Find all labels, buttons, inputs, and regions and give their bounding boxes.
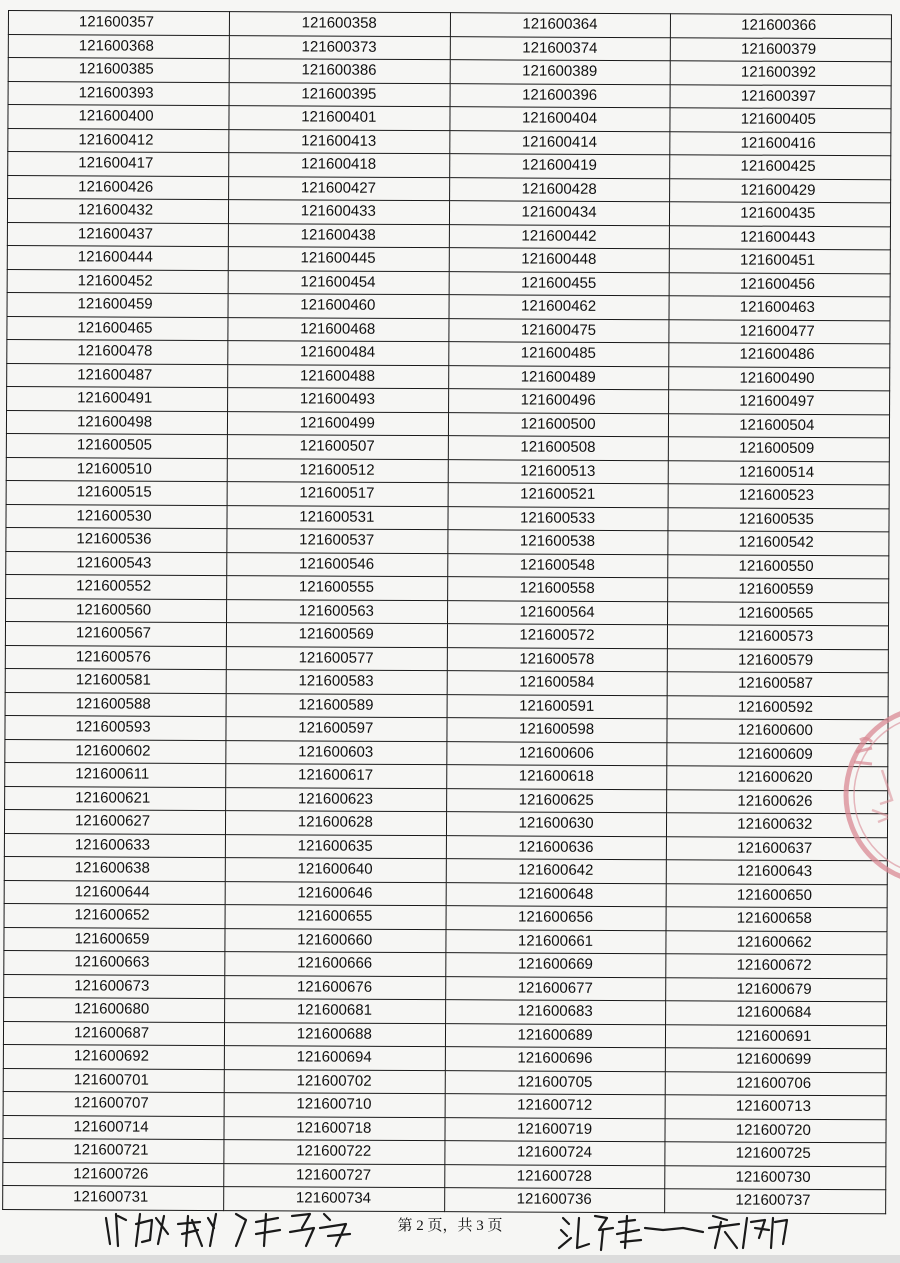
table-cell: 121600606 [446,741,667,766]
table-cell: 121600569 [226,623,447,648]
table-cell: 121600475 [448,318,669,343]
table-cell: 121600710 [224,1093,445,1118]
table-cell: 121600577 [226,646,447,671]
table-cell: 121600696 [445,1047,666,1072]
table-cell: 121600603 [226,740,447,765]
table-cell: 121600591 [447,694,668,719]
table-cell: 121600663 [4,950,225,975]
table-cell: 121600508 [448,436,669,461]
table-cell: 121600559 [668,578,889,603]
table-cell: 121600486 [669,343,890,368]
table-cell: 121600673 [4,974,225,999]
table-cell: 121600550 [668,554,889,579]
table-cell: 121600593 [5,715,226,740]
table-cell: 121600442 [449,224,670,249]
table-cell: 121600563 [226,599,447,624]
table-cell: 121600438 [228,223,449,248]
table-cell: 121600731 [3,1185,224,1210]
table-cell: 121600498 [6,410,227,435]
table-cell: 121600701 [3,1068,224,1093]
table-cell: 121600660 [225,928,446,953]
table-cell: 121600538 [447,530,668,555]
official-seal-stamp [842,700,900,890]
table-cell: 121600427 [228,176,449,201]
table-cell: 121600364 [450,13,671,38]
table-cell: 121600644 [4,880,225,905]
table-cell: 121600718 [224,1116,445,1141]
table-cell: 121600661 [445,929,666,954]
table-cell: 121600433 [228,200,449,225]
table-cell: 121600689 [445,1023,666,1048]
table-cell: 121600646 [225,881,446,906]
table-cell: 121600699 [666,1048,887,1073]
table-cell: 121600720 [665,1118,886,1143]
table-cell: 121600507 [227,435,448,460]
table-cell: 121600736 [444,1188,665,1213]
table-cell: 121600658 [666,907,887,932]
table-cell: 121600412 [8,128,229,153]
table-cell: 121600655 [225,905,446,930]
table-cell: 121600726 [3,1162,224,1187]
table-cell: 121600523 [668,484,889,509]
table-cell: 121600489 [448,365,669,390]
table-cell: 121600728 [444,1164,665,1189]
table-cell: 121600459 [7,292,228,317]
table-cell: 121600530 [6,504,227,529]
table-cell: 121600578 [447,647,668,672]
table-cell: 121600583 [226,670,447,695]
table-cell: 121600650 [666,883,887,908]
table-cell: 121600477 [669,319,890,344]
table-cell: 121600648 [446,882,667,907]
table-cell: 121600706 [665,1071,886,1096]
table-cell: 121600445 [228,247,449,272]
table-cell: 121600490 [669,366,890,391]
table-cell: 121600448 [449,248,670,273]
table-cell: 121600681 [224,999,445,1024]
table-cell: 121600555 [226,576,447,601]
table-cell: 121600496 [448,389,669,414]
table-cell: 121600537 [227,529,448,554]
table-cell: 121600374 [450,36,671,61]
table-cell: 121600589 [226,693,447,718]
table-cell: 121600437 [7,222,228,247]
table-cell: 121600638 [4,856,225,881]
table-cell: 121600572 [447,624,668,649]
table-cell: 121600366 [671,14,892,39]
table-cell: 121600548 [447,553,668,578]
table-cell: 121600392 [670,61,891,86]
table-cell: 121600451 [669,249,890,274]
table-cell: 121600567 [5,621,226,646]
table-cell: 121600395 [229,82,450,107]
table-cell: 121600719 [444,1117,665,1142]
table-cell: 121600672 [666,954,887,979]
table-cell: 121600602 [5,739,226,764]
table-cell: 121600713 [665,1095,886,1120]
table-cell: 121600414 [449,130,670,155]
table-cell: 121600379 [671,37,892,62]
table-cell: 121600617 [225,764,446,789]
table-cell: 121600478 [7,339,228,364]
table-cell: 121600659 [4,927,225,952]
table-cell: 121600429 [670,178,891,203]
table-cell: 121600389 [450,60,671,85]
table-cell: 121600564 [447,600,668,625]
table-cell: 121600531 [227,505,448,530]
table-cell: 121600626 [667,789,888,814]
table-cell: 121600435 [670,202,891,227]
table-cell: 121600512 [227,458,448,483]
table-cell: 121600485 [448,342,669,367]
table-cell: 121600499 [227,411,448,436]
table-cell: 121600488 [227,364,448,389]
table-cell: 121600707 [3,1091,224,1116]
table-cell: 121600620 [667,766,888,791]
table-cell: 121600587 [667,672,888,697]
table-cell: 121600579 [668,648,889,673]
table-cell: 121600533 [447,506,668,531]
table-cell: 121600625 [446,788,667,813]
table-cell: 121600455 [449,271,670,296]
table-cell: 121600662 [666,930,887,955]
table-cell: 121600517 [227,482,448,507]
table-cell: 121600487 [7,363,228,388]
table-cell: 121600677 [445,976,666,1001]
table-cell: 121600721 [3,1138,224,1163]
table-cell: 121600687 [3,1021,224,1046]
table-cell: 121600404 [449,107,670,132]
table-cell: 121600558 [447,577,668,602]
table-cell: 121600504 [669,413,890,438]
table-cell: 121600691 [666,1024,887,1049]
table-cell: 121600630 [446,812,667,837]
table-cell: 121600497 [669,390,890,415]
table-cell: 121600434 [449,201,670,226]
signature-right [555,1208,795,1256]
table-cell: 121600405 [670,108,891,133]
table-cell: 121600683 [445,1000,666,1025]
table-cell: 121600456 [669,272,890,297]
table-cell: 121600679 [666,977,887,1002]
table-cell: 121600543 [6,551,227,576]
table-cell: 121600552 [6,574,227,599]
table-cell: 121600468 [228,317,449,342]
table-cell: 121600400 [8,105,229,130]
table-body [3,11,892,1214]
table-cell: 121600676 [224,975,445,1000]
table-cell: 121600358 [229,12,450,37]
table-cell: 121600509 [669,437,890,462]
table-cell: 121600730 [665,1165,886,1190]
table-cell: 121600584 [447,671,668,696]
table-cell: 121600373 [229,35,450,60]
table-cell: 121600493 [227,388,448,413]
table-cell: 121600643 [666,860,887,885]
table-cell: 121600462 [448,295,669,320]
table-cell: 121600637 [667,836,888,861]
table-cell: 121600632 [667,813,888,838]
table-cell: 121600542 [668,531,889,556]
id-number-table [2,10,892,1214]
table-cell: 121600428 [449,177,670,202]
table-cell: 121600600 [667,719,888,744]
table-cell: 121600640 [225,858,446,883]
table-cell: 121600368 [8,34,229,59]
table-cell: 121600635 [225,834,446,859]
table-cell: 121600669 [445,953,666,978]
table-cell: 121600491 [7,386,228,411]
table-cell: 121600592 [667,695,888,720]
table-cell: 121600413 [229,129,450,154]
table-cell: 121600500 [448,412,669,437]
table-cell: 121600597 [226,717,447,742]
table-cell: 121600535 [668,507,889,532]
table-cell: 121600452 [7,269,228,294]
table-cell: 121600722 [224,1140,445,1165]
table-cell: 121600714 [3,1115,224,1140]
scan-bottom-edge [0,1255,900,1263]
table-cell: 121600581 [5,668,226,693]
table-cell: 121600513 [448,459,669,484]
table-cell: 121600510 [6,457,227,482]
table-cell: 121600443 [670,225,891,250]
table-cell: 121600611 [5,762,226,787]
table-cell: 121600636 [446,835,667,860]
page-number: 第 2 页，共 3 页 [397,1218,503,1234]
table-cell: 121600454 [228,270,449,295]
table-cell: 121600737 [665,1189,886,1214]
table-cell: 121600536 [6,527,227,552]
table-cell: 121600386 [229,59,450,84]
table-cell: 121600618 [446,765,667,790]
table-cell: 121600688 [224,1022,445,1047]
table-cell: 121600576 [5,645,226,670]
table-cell: 121600680 [4,997,225,1022]
table-cell: 121600565 [668,601,889,626]
table-cell: 121600734 [223,1187,444,1212]
table-cell: 121600401 [229,106,450,131]
table-cell: 121600416 [670,131,891,156]
table-cell: 121600627 [4,809,225,834]
table-cell: 121600419 [449,154,670,179]
table-cell: 121600396 [450,83,671,108]
table-cell: 121600484 [228,341,449,366]
table-cell: 121600623 [225,787,446,812]
table-cell: 121600628 [225,811,446,836]
table-cell: 121600397 [670,84,891,109]
table-cell: 121600727 [224,1163,445,1188]
table-cell: 121600418 [228,153,449,178]
table-cell: 121600463 [669,296,890,321]
table-cell: 121600426 [8,175,229,200]
table-cell: 121600694 [224,1046,445,1071]
table-cell: 121600393 [8,81,229,106]
table-cell: 121600432 [7,199,228,224]
table-cell: 121600357 [8,11,229,36]
table-cell: 121600598 [446,718,667,743]
table-cell: 121600460 [228,294,449,319]
table-cell: 121600514 [668,460,889,485]
table-cell: 121600656 [446,906,667,931]
table-cell: 121600385 [8,58,229,83]
table-cell: 121600692 [3,1044,224,1069]
table-cell: 121600724 [444,1141,665,1166]
table-cell: 121600712 [445,1094,666,1119]
table-cell: 121600425 [670,155,891,180]
table-cell: 121600666 [225,952,446,977]
table-cell: 121600515 [6,480,227,505]
table-cell: 121600521 [448,483,669,508]
table-cell: 121600609 [667,742,888,767]
table-cell: 121600633 [4,833,225,858]
table-cell: 121600465 [7,316,228,341]
table-cell: 121600705 [445,1070,666,1095]
table-cell: 121600642 [446,859,667,884]
table-cell: 121600588 [5,692,226,717]
table-cell: 121600573 [668,625,889,650]
table-cell: 121600560 [6,598,227,623]
table-cell: 121600505 [6,433,227,458]
table-cell: 121600621 [5,786,226,811]
table-cell: 121600702 [224,1069,445,1094]
table-cell: 121600417 [8,152,229,177]
table-cell: 121600444 [7,245,228,270]
table-cell: 121600725 [665,1142,886,1167]
table-cell: 121600546 [226,552,447,577]
table-cell: 121600652 [4,903,225,928]
table-cell: 121600684 [666,1001,887,1026]
